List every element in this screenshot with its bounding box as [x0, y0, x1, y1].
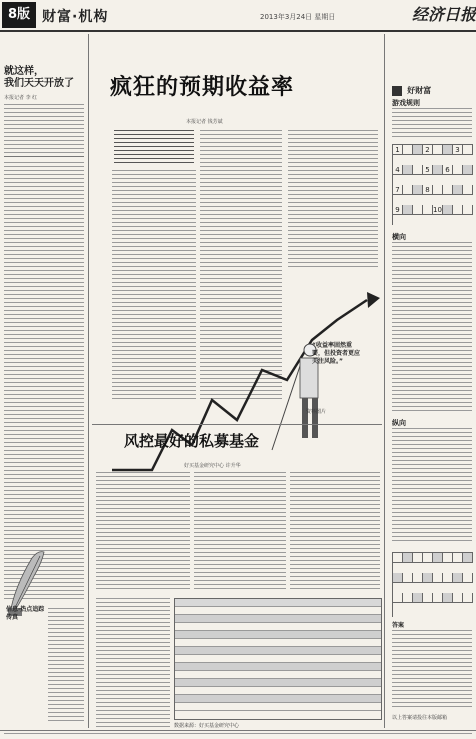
- grid-cell: [453, 573, 463, 583]
- grid-cell: [433, 553, 443, 563]
- grid-cell: [423, 205, 433, 215]
- grid-cell: [453, 185, 463, 195]
- left-kicker: [4, 66, 86, 90]
- grid-cell: [433, 573, 443, 583]
- table-row: [175, 671, 381, 679]
- table-row: [175, 703, 381, 711]
- grid-cell: [413, 553, 423, 563]
- grid-cell: [413, 185, 423, 195]
- grid-cell: [403, 573, 413, 583]
- grid-cell: 6: [443, 165, 453, 175]
- grid-cell: [413, 165, 423, 175]
- main-callout: “收益率固然重要，但投资者更应关注风险。”: [312, 342, 361, 365]
- table-row: [175, 639, 381, 647]
- grid-cell: 8: [423, 185, 433, 195]
- footer-rule: [0, 730, 476, 731]
- grid-cell: [453, 553, 463, 563]
- grid-cell: [393, 573, 403, 583]
- second-col-1: [96, 472, 190, 592]
- left-body-text: [4, 162, 84, 602]
- table-row: [175, 631, 381, 639]
- brand-icon: [392, 86, 402, 96]
- footer-info-text: [4, 733, 472, 737]
- left-byline: 本报记者 李 红: [4, 95, 38, 101]
- grid-cell: [443, 593, 453, 603]
- brand-label: 好财富: [407, 86, 432, 95]
- left-kicker-line-2: 我们天天开放了: [4, 78, 74, 89]
- grid-cell: [423, 593, 433, 603]
- grid-cell: [433, 185, 443, 195]
- grid-cell: [453, 593, 463, 603]
- table-row: [175, 615, 381, 623]
- bottom-note: 以上答案请投往本版邮箱: [392, 715, 448, 721]
- grid-cell: [433, 593, 443, 603]
- grid-cell: [463, 185, 473, 195]
- table-row: [175, 607, 381, 615]
- grid-cell: [463, 145, 473, 155]
- table-row: [175, 623, 381, 631]
- grid-cell: [413, 593, 423, 603]
- grid-cell: [443, 145, 453, 155]
- grid-cell: [413, 573, 423, 583]
- grid-cell: 5: [423, 165, 433, 175]
- grid-cell: [413, 145, 423, 155]
- main-lead-box: [114, 130, 194, 166]
- grid-cell: [393, 593, 403, 603]
- grid-cell: [403, 205, 413, 215]
- across-heading: 横向: [392, 233, 406, 241]
- table-row: [175, 663, 381, 671]
- grid-cell: 4: [393, 165, 403, 175]
- table-row: [175, 655, 381, 663]
- left-box-label: [6, 606, 46, 622]
- left-lead-text: [4, 104, 84, 154]
- brand-label-box: [392, 80, 472, 94]
- grid-cell: [413, 205, 423, 215]
- date-line: 2013年3月24日 星期日: [260, 13, 336, 21]
- answers-text: [392, 630, 472, 710]
- grid-cell: [463, 553, 473, 563]
- grid-cell: [463, 165, 473, 175]
- answer-grid: [392, 552, 473, 617]
- table-row: [175, 695, 381, 703]
- photo-credit: 资料图片: [306, 409, 327, 415]
- grid-cell: [403, 593, 413, 603]
- grid-cell: [453, 165, 463, 175]
- answer-label: 答案: [392, 622, 405, 629]
- grid-cell: [443, 185, 453, 195]
- main-headline: 疯狂的预期收益率: [110, 74, 295, 100]
- section-title: 财富·机构: [42, 9, 109, 25]
- divider: [4, 156, 84, 157]
- left-kicker-line-1: 就这样，: [4, 66, 44, 77]
- divider: [92, 424, 382, 425]
- table-row: [175, 679, 381, 687]
- table-row: [175, 687, 381, 695]
- grid-cell: [443, 205, 453, 215]
- grid-cell: [393, 553, 403, 563]
- grid-cell: [453, 205, 463, 215]
- grid-cell: [443, 573, 453, 583]
- table-footnote: 数据来源：好买基金研究中心: [174, 723, 240, 729]
- grid-cell: 10: [433, 206, 442, 214]
- column-rule: [88, 34, 89, 728]
- down-clues-text: [392, 428, 472, 544]
- grid-cell: [423, 553, 433, 563]
- grid-cell: [403, 553, 413, 563]
- grid-cell: [433, 165, 443, 175]
- grid-cell: 3: [453, 145, 463, 155]
- across-clues-text: [392, 242, 472, 412]
- second-col-4: [96, 598, 170, 728]
- grid-cell: [463, 593, 473, 603]
- puzzle-rules-text: [392, 108, 472, 138]
- left-bottom-text: [48, 608, 84, 724]
- crossword-grid: [392, 144, 473, 225]
- grid-cell: 2: [423, 145, 433, 155]
- second-col-3: [290, 472, 380, 592]
- grid-cell: [433, 145, 443, 155]
- grid-cell: [403, 185, 413, 195]
- left-box-label-line-1: 信息·热点追踪: [6, 606, 45, 613]
- second-headline: 风控最好的私募基金: [124, 432, 260, 450]
- masthead-logo: 经济日报: [412, 5, 476, 24]
- table-row: [175, 647, 381, 655]
- fund-data-table: [174, 598, 382, 720]
- down-heading: 纵向: [392, 419, 406, 427]
- grid-cell: [463, 205, 473, 215]
- grid-cell: [423, 573, 433, 583]
- table-header-row: [175, 599, 381, 607]
- grid-cell: [463, 573, 473, 583]
- grid-cell: [443, 553, 453, 563]
- main-byline: 本报记者 钱芳斌: [186, 119, 223, 125]
- grid-cell: [403, 165, 413, 175]
- column-rule: [384, 34, 385, 728]
- puzzle-heading: 游戏规则: [392, 99, 420, 107]
- grid-cell: 1: [393, 145, 403, 155]
- grid-cell: 7: [393, 185, 403, 195]
- second-byline: 好买基金研究中心 许升华: [184, 463, 241, 469]
- second-col-2: [194, 472, 286, 592]
- grid-cell: 9: [393, 205, 403, 215]
- left-box-label-line-2: 传真: [6, 614, 19, 621]
- page-number: 8版: [2, 2, 36, 28]
- grid-cell: [403, 145, 413, 155]
